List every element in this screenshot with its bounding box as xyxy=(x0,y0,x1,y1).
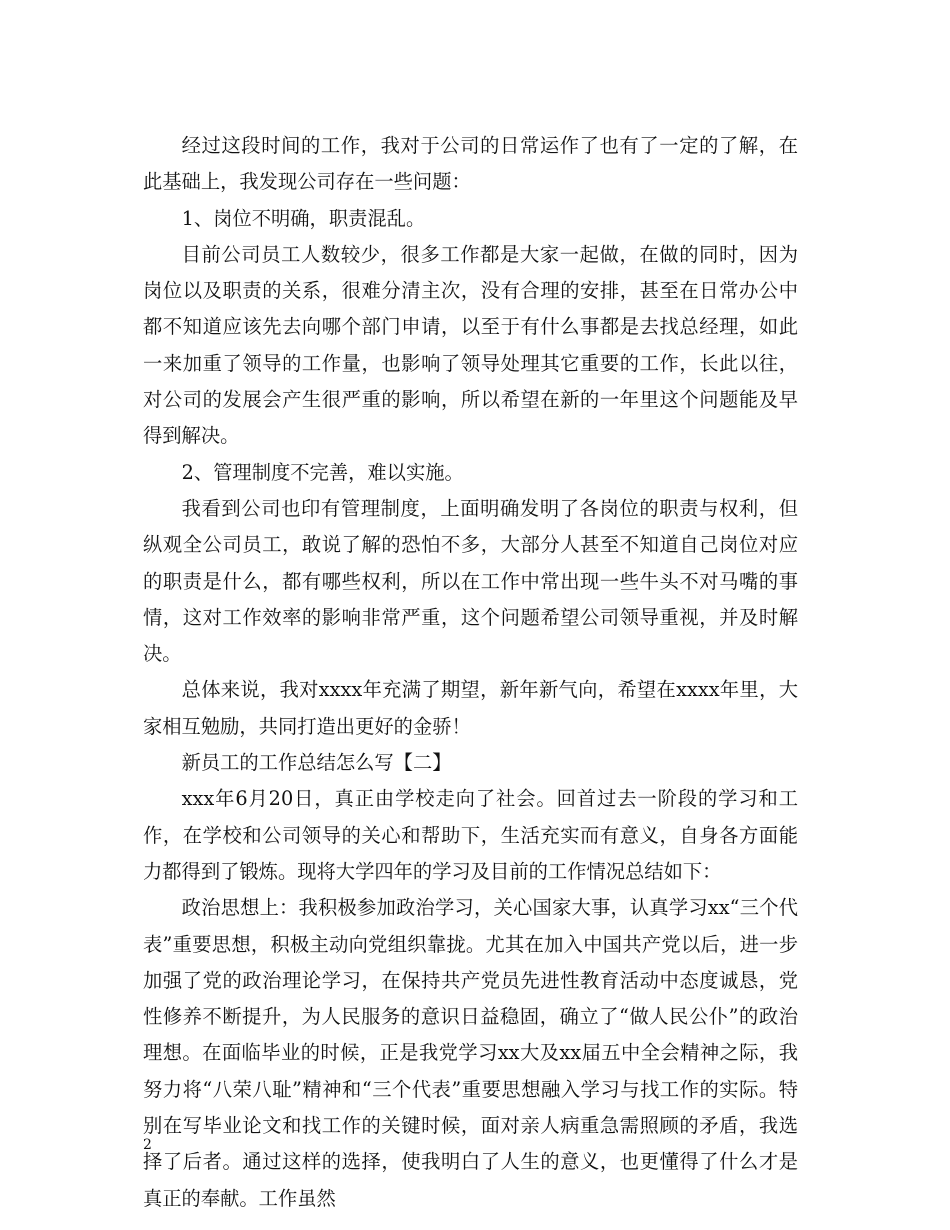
paragraph-issue-1: 目前公司员工人数较少，很多工作都是大家一起做，在做的同时，因为岗位以及职责的关系，很难分清主次，没有合理的安排，甚至在日常办公中都不知道应该先去向哪个部门申请，以至于有什么事都是去找总经理，如此一来加重了领导的工作量，也影响了领导处理其它重要的工作，长此以往，对公司的发展会产生很严重的影响，所以希望在新的一年里这个问题能及早得到解决。 xyxy=(143,242,798,448)
section-title: 新员工的工作总结怎么写【二】 xyxy=(181,751,452,775)
paragraph-conclusion: 总体来说，我对xxxx年充满了期望，新年新气向，希望在xxxx年里，大家相互勉励，共同打造出更好的金骄！ xyxy=(143,678,798,738)
page-number: 2 xyxy=(143,1137,152,1153)
paragraph-heading-2: 2、管理制度不完善，难以实施。 xyxy=(181,460,464,484)
document-body xyxy=(143,128,798,1217)
paragraph-summary-intro: xxx年6月20日，真正由学校走向了社会。回首过去一阶段的学习和工作，在学校和公司领导的关心和帮助下，生活充实而有意义，自身各方面能力都得到了锻炼。现将大学四年的学习及目前的工作情况总结如下： xyxy=(143,787,798,883)
paragraph-intro: 经过这段时间的工作，我对于公司的日常运作了也有了一定的了解，在此基础上，我发现公司存在一些问题： xyxy=(143,134,798,194)
paragraph-political: 政治思想上：我积极参加政治学习，关心国家大事，认真学习xx“三个代表”重要思想，积极主动向党组织靠拢。尤其在加入中国共产党以后，进一步加强了党的政治理论学习，在保持共产党员先进性教育活动中态度诚恳，党性修养不断提升，为人民服务的意识日益稳固，确立了“做人民公仆”的政治理想。在面临毕业的时候，正是我党学习xx大及xx届五中全会精神之际，我努力将“八荣八耻”精神和“三个代表”重要思想融入学习与找工作的实际。特别在写毕业论文和找工作的关键时候，面对亲人病重急需照顾的矛盾，我选择了后者。通过这样的选择，使我明白了人生的意义，也更懂得了什么才是真正的奉献。工作虽然 xyxy=(143,896,798,1210)
paragraph-issue-2: 我看到公司也印有管理制度，上面明确发明了各岗位的职责与权利，但纵观全公司员工，敢说了解的恐怕不多，大部分人甚至不知道自己岗位对应的职责是什么，都有哪些权利，所以在工作中常出现一些牛头不对马嘴的事情，这对工作效率的影响非常严重，这个问题希望公司领导重视，并及时解决。 xyxy=(143,496,798,666)
paragraph-heading-1: 1、岗位不明确，职责混乱。 xyxy=(181,206,426,230)
